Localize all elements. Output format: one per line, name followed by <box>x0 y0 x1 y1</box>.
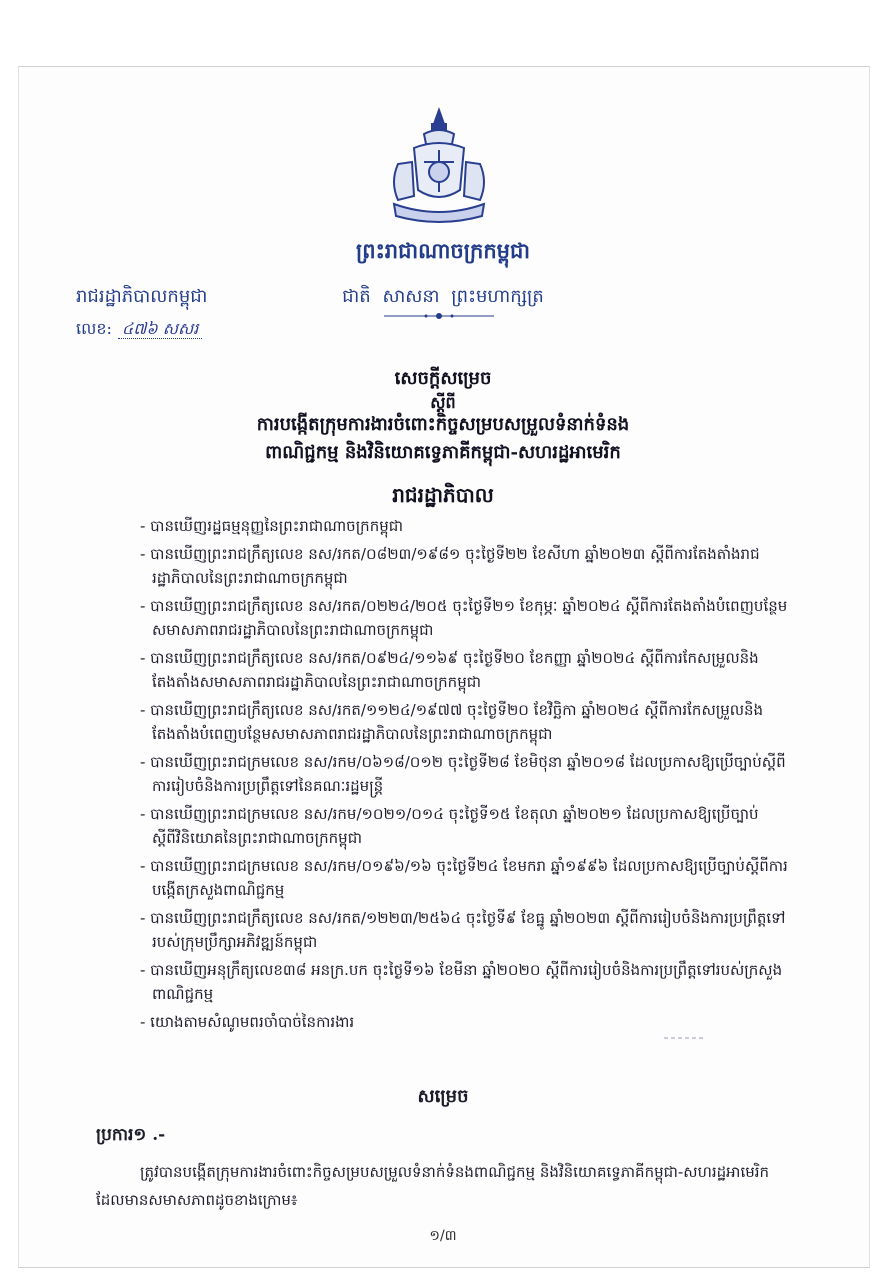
list-item: - បានឃើញព្រះរាជក្រឹត្យលេខ នស/រកត/០៩២៤/១១៦៩ ចុះថ្ងៃទី២០ ខែកញ្ញា ឆ្នាំ២០២៤ ស្ដីពីការកែសម្រួលនិងតែងតាំងសមាសភាពរាជរដ្ឋាភិបាលនៃព្រះរាជាណាចក្រកម្ពុជា <box>140 649 759 691</box>
decision-heading: សម្រេច <box>417 1086 469 1107</box>
faint-mark <box>662 1032 708 1044</box>
divider-ornament <box>380 310 498 322</box>
list-item: - បានឃើញព្រះរាជក្រមលេខ នស/រកម/០៦១៨/០១២ ចុះថ្ងៃទី២៨ ខែមិថុនា ឆ្នាំ២០១៨ ដែលប្រកាសឱ្យប្រើច្បាប់ស្ដីពីការរៀបចំនិងការប្រព្រឹត្តទៅនៃគណៈរដ្ឋមន្ត្រី <box>140 753 786 795</box>
list-item: - បានឃើញរដ្ឋធម្មនុញ្ញនៃព្រះរាជាណាចក្រកម្ពុជា <box>140 517 404 535</box>
handwritten-reference: ៤៧៦ សសរ <box>118 319 202 339</box>
reference-number <box>76 318 202 342</box>
decision-title: សេចក្ដីសម្រេច <box>394 368 492 389</box>
national-motto: ជាតិ សាសនា ព្រះមហាក្សត្រ <box>342 286 544 307</box>
list-item: - បានឃើញព្រះរាជក្រឹត្យលេខ នស/រកត/១១២៤/១៩៧៧ ចុះថ្ងៃទី២០ ខែវិច្ឆិកា ឆ្នាំ២០២៤ ស្ដីពីការកែសម្រួលនិងតែងតាំងបំពេញបន្ថែមសមាសភាពរាជរដ្ឋាភិបាលនៃព្រះរាជាណាចក្រកម្ពុជា <box>140 701 764 743</box>
royal-coat-of-arms-emblem <box>380 104 498 226</box>
title-subject-word: ស្ដីពី <box>430 393 456 412</box>
list-item: - យោងតាមសំណូមពរចាំបាច់នៃការងារ <box>140 1013 355 1031</box>
title-subject-line-1: ការបង្កើតក្រុមការងារចំពោះកិច្ចសម្របសម្រួលទំនាក់ទំនង <box>256 414 630 435</box>
issuing-authority: រាជរដ្ឋាភិបាល <box>392 483 494 507</box>
list-item: - បានឃើញអនុក្រឹត្យលេខ៣៨ អនក្រ.បក ចុះថ្ងៃទី១៦ ខែមីនា ឆ្នាំ២០២០ ស្ដីពីការរៀបចំនិងការប្រព្រឹត្តទៅរបស់ក្រសួងពាណិជ្ជកម្ម <box>140 961 783 1003</box>
government-name: រាជរដ្ឋាភិបាលកម្ពុជា <box>76 286 208 307</box>
page-number: ១/៣ <box>429 1228 457 1244</box>
legal-basis-list <box>140 514 792 1038</box>
reference-label: លេខ: <box>76 319 112 338</box>
list-item: - បានឃើញព្រះរាជក្រឹត្យលេខ នស/រកត/១២២៣/២៥៦៤ ចុះថ្ងៃទី៩ ខែធ្នូ ឆ្នាំ២០២៣ ស្ដីពីការរៀបចំនិងការប្រព្រឹត្តទៅរបស់ក្រុមប្រឹក្សាអភិវឌ្ឍន៍កម្ពុជា <box>140 909 786 951</box>
article-1-text: ត្រូវបានបង្កើតក្រុមការងារចំពោះកិច្ចសម្របសម្រួលទំនាក់ទំនងពាណិជ្ជកម្ម និងវិនិយោគទ្វេភាគីកម្ពុជា-សហរដ្ឋអាមេរិក ដែលមានសមាសភាពដូចខាងក្រោម៖ <box>96 1163 770 1209</box>
list-item: - បានឃើញព្រះរាជក្រមលេខ នស/រកម/១០២១/០១៤ ចុះថ្ងៃទី១៥ ខែតុលា ឆ្នាំ២០២១ ដែលប្រកាសឱ្យប្រើច្បាប់ស្ដីពីវិនិយោគនៃព្រះរាជាណាចក្រកម្ពុជា <box>140 805 759 847</box>
kingdom-heading: ព្រះរាជាណាចក្រកម្ពុជា <box>355 238 530 263</box>
article-1-label: ប្រការ១ .- <box>96 1125 166 1145</box>
title-subject-line-2: ពាណិជ្ជកម្ម និងវិនិយោគទ្វេភាគីកម្ពុជា-សហរដ្ឋអាមេរិក <box>265 442 621 463</box>
list-item: - បានឃើញព្រះរាជក្រឹត្យលេខ នស/រកត/០២២៤/២០៥ ចុះថ្ងៃទី២១ ខែកុម្ភៈ ឆ្នាំ២០២៤ ស្ដីពីការតែងតាំងបំពេញបន្ថែមសមាសភាពរាជរដ្ឋាភិបាលនៃព្រះរាជាណាចក្រកម្ពុជា <box>140 597 788 639</box>
list-item: - បានឃើញព្រះរាជក្រមលេខ នស/រកម/០១៩៦/១៦ ចុះថ្ងៃទី២៤ ខែមករា ឆ្នាំ១៩៩៦ ដែលប្រកាសឱ្យប្រើច្បាប់ស្ដីពីការបង្កើតក្រសួងពាណិជ្ជកម្ម <box>140 857 788 899</box>
list-item: - បានឃើញព្រះរាជក្រឹត្យលេខ នស/រកត/០៨២៣/១៩៨១ ចុះថ្ងៃទី២២ ខែសីហា ឆ្នាំ២០២៣ ស្ដីពីការតែងតាំងរាជរដ្ឋាភិបាលនៃព្រះរាជាណាចក្រកម្ពុជា <box>140 545 760 587</box>
